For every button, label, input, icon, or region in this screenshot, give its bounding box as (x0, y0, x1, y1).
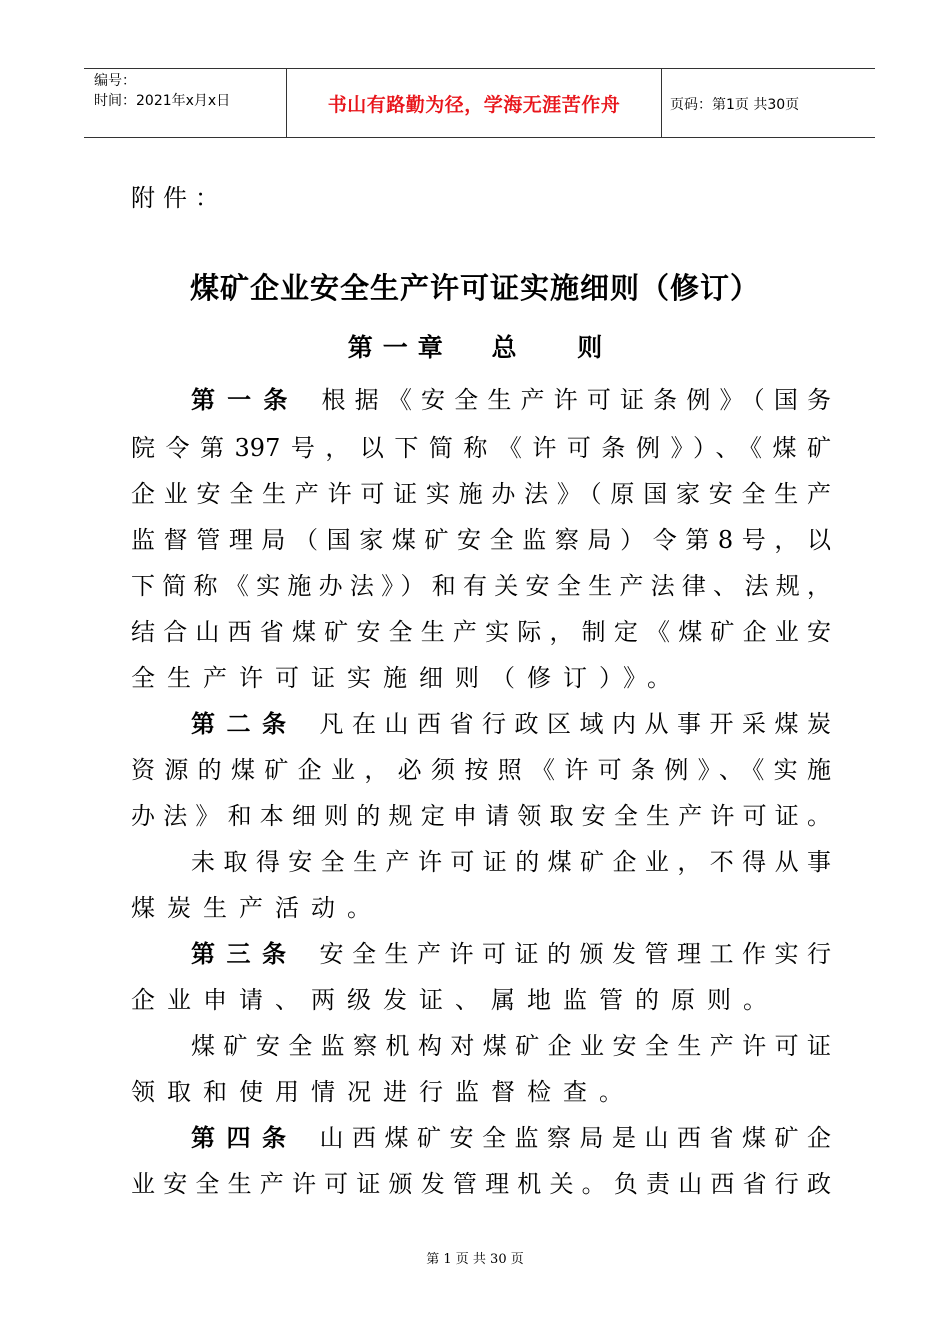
header-page-number: 页码：第1页 共30页 (670, 97, 800, 113)
line-text: 下简称《实施办法》）和有关安全生产法律、法规， (131, 572, 831, 600)
header-table (84, 68, 875, 138)
line-text: 企业安全生产许可证实施办法》（原国家安全生产 (131, 480, 831, 508)
text-line (191, 708, 831, 740)
text-line (191, 1030, 831, 1062)
chapter-word-1: 总 (491, 333, 517, 362)
text-line (131, 616, 831, 648)
line-text: 办法》和本细则的规定申请领取安全生产许可证。 (131, 802, 831, 830)
text-line (191, 1122, 831, 1154)
motto-text: 书山有路勤为径，学海无涯苦作舟 (327, 94, 621, 116)
text-line (131, 432, 831, 464)
line-text: 监督管理局（国家煤矿安全监察局）令第8号，以 (131, 526, 831, 554)
text-line (131, 570, 831, 602)
text-line (191, 384, 831, 416)
text-line (131, 754, 831, 786)
text-line (131, 800, 831, 832)
page-footer: 第 1 页 共 30 页 (426, 1252, 524, 1267)
line-text: 根据《安全生产许可证条例》（国务 (321, 386, 831, 414)
article-number: 第一条 (191, 386, 300, 414)
line-text: 山西煤矿安全监察局是山西省煤矿企 (319, 1124, 831, 1152)
article-number: 第三条 (191, 940, 298, 968)
line-text: 结合山西省煤矿安全生产实际，制定《煤矿企业安 (131, 618, 831, 646)
chapter-number: 第一章 (347, 333, 453, 362)
text-line (131, 524, 831, 556)
line-text: 安全生产许可证的颁发管理工作实行 (319, 940, 831, 968)
text-line (191, 938, 831, 970)
article-number: 第四条 (191, 1124, 298, 1152)
text-line (131, 478, 831, 510)
text-line (131, 1168, 831, 1200)
header-page-cell (662, 69, 875, 137)
line-text: 未取得安全生产许可证的煤矿企业，不得从事 (191, 848, 831, 876)
line-text: 全生产许可证实施细则（修订）》。 (131, 664, 683, 692)
document-title: 煤矿企业安全生产许可证实施细则（修订） (189, 271, 760, 305)
line-text: 领取和使用情况进行监督检查。 (131, 1078, 635, 1106)
line-text: 企业申请、两级发证、属地监管的原则。 (131, 986, 779, 1014)
header-meta-cell (84, 69, 286, 137)
document-number: 编号： (94, 73, 136, 89)
chapter-heading (0, 328, 950, 364)
document-date: 时间：2021年x月x日 (94, 93, 231, 109)
line-text: 资源的煤矿企业，必须按照《许可条例》、《实施 (131, 756, 831, 784)
header-motto-cell (286, 69, 662, 137)
text-line (131, 892, 831, 924)
line-text: 院令第397号，以下简称《许可条例》）、《煤矿 (131, 434, 831, 462)
text-line (131, 984, 831, 1016)
line-text: 业安全生产许可证颁发管理机关。负责山西省行政 (131, 1170, 831, 1198)
line-text: 凡在山西省行政区域内从事开采煤炭 (319, 710, 831, 738)
line-text: 煤矿安全监察机构对煤矿企业安全生产许可证 (191, 1032, 831, 1060)
text-line (131, 1076, 831, 1108)
text-line (131, 662, 831, 694)
article-number: 第二条 (191, 710, 298, 738)
chapter-word-2: 则 (577, 333, 603, 362)
attachment-label: 附件： (131, 184, 227, 212)
text-line (191, 846, 831, 878)
line-text: 煤炭生产活动。 (131, 894, 383, 922)
